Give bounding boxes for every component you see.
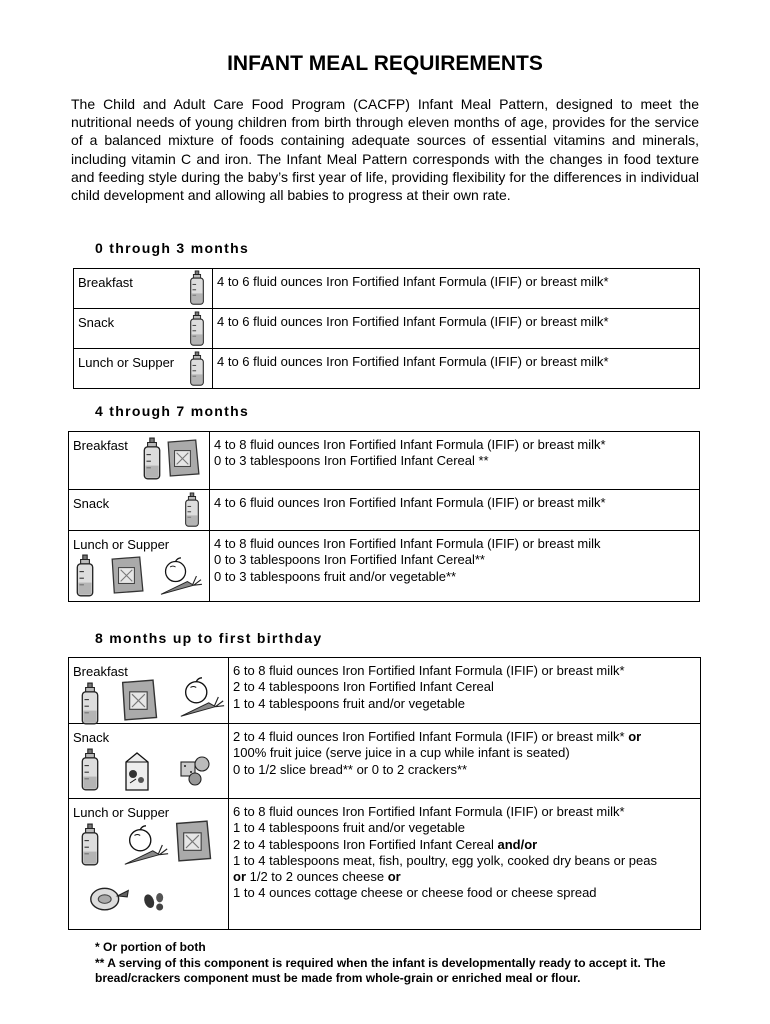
requirement-line: 0 to 3 tablespoons Iron Fortified Infant Cereal ** [214,453,489,469]
conjunction-or: or [387,869,401,885]
conjunction-or: or [628,729,642,744]
requirement-line: 4 to 6 fluid ounces Iron Fortified Infant Formula (IFIF) or breast milk* [217,314,609,329]
requirement-line: 2 to 4 tablespoons Iron Fortified Infant Cereal [233,679,494,695]
requirement-line: 1/2 to 2 ounces cheese [249,869,385,885]
apple-carrot-icon [177,676,227,720]
bottle-icon [188,270,206,306]
table-row [69,531,700,602]
meal-label: Lunch or Supper [73,537,170,552]
section-heading-8-months: 8 months up to first birthday [95,630,323,646]
requirement-line: 0 to 3 tablespoons fruit and/or vegetable** [214,568,457,584]
requirement-line: 1 to 4 tablespoons meat, fish, poultry, egg yolk, cooked dry beans or peas [233,852,657,868]
intro-paragraph: The Child and Adult Care Food Program (CACFP) Infant Meal Pattern, designed to meet the nutritional needs of young children from birth through eleven months of age, provides for the service of a balanced mixture of foods containing adequate sources of essential vitamins and minerals, including vitamin C and iron. The Infant Meal Pattern corresponds with the changes in food texture and feeding style during the baby’s first year of life, providing flexibility for the differences in individual child development and allowing all babies to progress at their own rate. [71,96,699,204]
conjunction-or: or [233,869,246,885]
footnote: ** A serving of this component is required when the infant is developmentally ready to accept it. The bread/crackers component must be made from whole-grain or enriched meal or flour. [95,955,666,986]
requirement-line: 4 to 6 fluid ounces Iron Fortified Infant Formula (IFIF) or breast milk* [217,354,609,369]
page-title: INFANT MEAL REQUIREMENTS [227,52,543,75]
table-8-months-first-birthday [68,657,701,930]
meal-label: Breakfast [73,438,128,453]
bottle-icon [74,554,96,598]
cereal-box-icon [109,555,145,595]
requirement-line: 2 to 4 tablespoons Iron Fortified Infant Cereal [233,836,494,852]
table-row [74,269,700,309]
requirement-line: 6 to 8 fluid ounces Iron Fortified Infant Formula (IFIF) or breast milk* [233,804,625,819]
bottle-icon [79,823,101,867]
milk-carton-icon [121,750,153,792]
requirement-line: 0 to 3 tablespoons Iron Fortified Infant Cereal** [214,552,485,568]
cereal-box-icon [173,820,213,862]
meal-label: Lunch or Supper [73,805,170,820]
table-row [69,724,701,799]
table-0-3-months [73,268,700,389]
meal-label: Snack [73,496,110,511]
table-row [69,799,701,930]
bottle-icon [79,682,101,726]
cereal-box-icon [165,438,201,478]
meal-label: Snack [73,730,110,745]
requirement-line: 4 to 6 fluid ounces Iron Fortified Infant Formula (IFIF) or breast milk* [214,495,606,510]
table-row [69,432,700,490]
table-row [69,490,700,531]
apple-carrot-icon [157,557,205,597]
meal-label: Snack [78,315,115,330]
apple-carrot-icon [121,824,171,868]
requirement-line: 2 to 4 fluid ounces Iron Fortified Infant Formula (IFIF) or breast milk* [233,729,625,744]
footnotes [95,940,699,987]
meal-label: Lunch or Supper [78,355,175,370]
section-heading-4-7-months: 4 through 7 months [95,403,250,419]
bottle-icon [141,437,163,481]
requirement-line: 4 to 8 fluid ounces Iron Fortified Infant Formula (IFIF) or breast milk [214,536,601,551]
footnote: * Or portion of both [95,940,206,954]
requirement-line: 100% fruit juice (serve juice in a cup while infant is seated) [233,745,570,761]
requirement-line: 1 to 4 ounces cottage cheese or cheese food or cheese spread [233,885,597,901]
requirement-line: 1 to 4 tablespoons fruit and/or vegetable [233,820,465,836]
table-row [74,349,700,389]
requirement-line: 1 to 4 tablespoons fruit and/or vegetable [233,695,465,711]
beans-icon [141,887,169,913]
bottle-icon [188,351,206,387]
table-row [69,658,701,724]
meal-label: Breakfast [73,664,128,679]
requirement-line: 0 to 1/2 slice bread** or 0 to 2 crackers** [233,761,468,777]
table-row [74,309,700,349]
section-heading-0-3-months: 0 through 3 months [95,240,250,256]
requirement-line: 4 to 8 fluid ounces Iron Fortified Infant Formula (IFIF) or breast milk* [214,437,606,452]
cereal-box-icon [119,679,159,721]
meal-label: Breakfast [78,275,133,290]
bottle-icon [183,492,201,528]
bottle-icon [188,311,206,347]
crackers-icon [179,752,211,786]
requirement-line: 6 to 8 fluid ounces Iron Fortified Infant Formula (IFIF) or breast milk* [233,663,625,678]
bottle-icon [79,748,101,792]
table-4-7-months [68,431,700,602]
conjunction-and-or: and/or [497,836,538,852]
ham-icon [87,883,131,913]
requirement-line: 4 to 6 fluid ounces Iron Fortified Infant Formula (IFIF) or breast milk* [217,274,609,289]
